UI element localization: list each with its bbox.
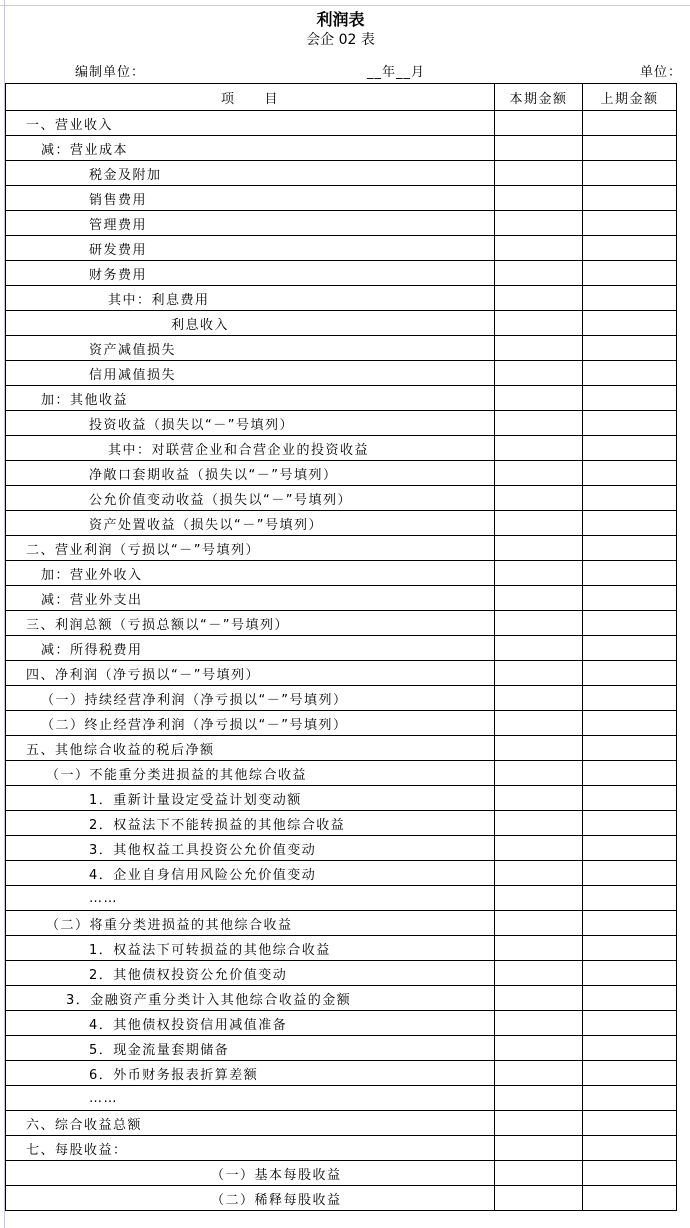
previous-amount-cell[interactable] xyxy=(583,186,677,211)
previous-amount-cell[interactable] xyxy=(583,811,677,836)
previous-amount-cell[interactable] xyxy=(583,661,677,686)
previous-amount-cell[interactable] xyxy=(583,486,677,511)
previous-amount-cell[interactable] xyxy=(583,861,677,886)
current-amount-cell[interactable] xyxy=(495,536,583,561)
table-row xyxy=(6,511,677,536)
table-row xyxy=(6,1036,677,1061)
previous-amount-cell[interactable] xyxy=(583,786,677,811)
table-row xyxy=(6,1111,677,1136)
current-amount-cell[interactable] xyxy=(495,711,583,736)
table-row xyxy=(6,111,677,136)
previous-amount-cell[interactable] xyxy=(583,236,677,261)
row-label[interactable]: 2．权益法下不能转损益的其他综合收益 xyxy=(6,811,495,836)
row-label[interactable]: 4．企业自身信用风险公允价值变动 xyxy=(6,861,495,886)
previous-amount-cell[interactable] xyxy=(583,311,677,336)
table-row xyxy=(6,336,677,361)
row-label[interactable]: （一）基本每股收益 xyxy=(6,1161,495,1186)
previous-amount-cell[interactable] xyxy=(583,1186,677,1211)
table-row xyxy=(6,636,677,661)
row-label[interactable]: 2．其他债权投资公允价值变动 xyxy=(6,961,495,986)
current-amount-cell[interactable] xyxy=(495,211,583,236)
table-row xyxy=(6,161,677,186)
table-row xyxy=(6,436,677,461)
row-label[interactable]: 四、净利润（净亏损以“－”号填列） xyxy=(6,661,495,686)
table-row xyxy=(6,136,677,161)
current-amount-cell[interactable] xyxy=(495,1161,583,1186)
current-amount-cell[interactable] xyxy=(495,611,583,636)
table-row xyxy=(6,586,677,611)
table-row xyxy=(6,761,677,786)
table-row xyxy=(6,661,677,686)
current-amount-cell[interactable] xyxy=(495,1036,583,1061)
current-amount-cell[interactable] xyxy=(495,686,583,711)
row-label[interactable]: 财务费用 xyxy=(6,261,495,286)
previous-amount-cell[interactable] xyxy=(583,411,677,436)
row-label[interactable]: 税金及附加 xyxy=(6,161,495,186)
current-amount-cell[interactable] xyxy=(495,911,583,936)
table-row xyxy=(6,1011,677,1036)
previous-amount-cell[interactable] xyxy=(583,836,677,861)
row-label[interactable]: …… xyxy=(6,886,495,911)
table-row xyxy=(6,561,677,586)
previous-amount-cell[interactable] xyxy=(583,1111,677,1136)
row-label[interactable]: 其中：利息费用 xyxy=(6,286,495,311)
row-label[interactable]: 加：营业外收入 xyxy=(6,561,495,586)
row-label[interactable]: （一）持续经营净利润（净亏损以“－”号填列） xyxy=(6,686,495,711)
current-amount-cell[interactable] xyxy=(495,1111,583,1136)
current-amount-cell[interactable] xyxy=(495,586,583,611)
previous-amount-cell[interactable] xyxy=(583,536,677,561)
previous-amount-cell[interactable] xyxy=(583,561,677,586)
table-row xyxy=(6,1086,677,1111)
current-amount-cell[interactable] xyxy=(495,986,583,1011)
table-row xyxy=(6,961,677,986)
current-amount-cell[interactable] xyxy=(495,436,583,461)
previous-amount-cell[interactable] xyxy=(583,336,677,361)
previous-amount-cell[interactable] xyxy=(583,686,677,711)
current-amount-cell[interactable] xyxy=(495,236,583,261)
table-row xyxy=(6,536,677,561)
table-row xyxy=(6,1186,677,1211)
current-amount-cell[interactable] xyxy=(495,486,583,511)
row-label[interactable]: …… xyxy=(6,1086,495,1111)
preparer-label: 编制单位： xyxy=(75,65,146,80)
previous-amount-cell[interactable] xyxy=(583,736,677,761)
current-amount-cell[interactable] xyxy=(495,186,583,211)
current-amount-cell[interactable] xyxy=(495,286,583,311)
current-amount-cell[interactable] xyxy=(495,511,583,536)
current-amount-cell[interactable] xyxy=(495,786,583,811)
current-amount-cell[interactable] xyxy=(495,336,583,361)
previous-amount-cell[interactable] xyxy=(583,1086,677,1111)
table-row xyxy=(6,786,677,811)
table-row xyxy=(6,861,677,886)
row-label[interactable]: 七、每股收益： xyxy=(6,1136,495,1161)
table-row xyxy=(6,311,677,336)
table-row xyxy=(6,836,677,861)
previous-amount-cell[interactable] xyxy=(583,111,677,136)
table-row xyxy=(6,186,677,211)
table-row xyxy=(6,886,677,911)
row-label[interactable]: 减：营业成本 xyxy=(6,136,495,161)
row-label[interactable]: 三、利润总额（亏损总额以“－”号填列） xyxy=(6,611,495,636)
row-label[interactable]: （二）稀释每股收益 xyxy=(6,1186,495,1211)
table-row xyxy=(6,911,677,936)
row-label[interactable]: 减：所得税费用 xyxy=(6,636,495,661)
row-label[interactable]: 销售费用 xyxy=(6,186,495,211)
previous-amount-cell[interactable] xyxy=(583,286,677,311)
current-amount-cell[interactable] xyxy=(495,1136,583,1161)
row-label[interactable]: 信用减值损失 xyxy=(6,361,495,386)
table-row xyxy=(6,736,677,761)
header-previous: 上期金额 xyxy=(583,84,677,111)
sheet-grid-top xyxy=(0,0,690,6)
table-row xyxy=(6,1136,677,1161)
table-row xyxy=(6,711,677,736)
row-label[interactable]: 6．外币财务报表折算差额 xyxy=(6,1061,495,1086)
table-row xyxy=(6,486,677,511)
row-label[interactable]: 管理费用 xyxy=(6,211,495,236)
current-amount-cell[interactable] xyxy=(495,561,583,586)
row-label[interactable]: 资产处置收益（损失以“－”号填列） xyxy=(6,511,495,536)
previous-amount-cell[interactable] xyxy=(583,761,677,786)
table-row xyxy=(6,611,677,636)
current-amount-cell[interactable] xyxy=(495,836,583,861)
previous-amount-cell[interactable] xyxy=(583,161,677,186)
previous-amount-cell[interactable] xyxy=(583,361,677,386)
previous-amount-cell[interactable] xyxy=(583,936,677,961)
previous-amount-cell[interactable] xyxy=(583,211,677,236)
previous-amount-cell[interactable] xyxy=(583,1011,677,1036)
current-amount-cell[interactable] xyxy=(495,361,583,386)
table-row xyxy=(6,411,677,436)
row-label[interactable]: 加：其他收益 xyxy=(6,386,495,411)
current-amount-cell[interactable] xyxy=(495,936,583,961)
previous-amount-cell[interactable] xyxy=(583,386,677,411)
row-label[interactable]: 利息收入 xyxy=(6,311,495,336)
current-amount-cell[interactable] xyxy=(495,1086,583,1111)
previous-amount-cell[interactable] xyxy=(583,511,677,536)
table-row xyxy=(6,211,677,236)
previous-amount-cell[interactable] xyxy=(583,1136,677,1161)
table-row xyxy=(6,936,677,961)
current-amount-cell[interactable] xyxy=(495,961,583,986)
income-statement-table xyxy=(5,83,677,1211)
table-row xyxy=(6,361,677,386)
row-label[interactable]: 4．其他债权投资信用减值准备 xyxy=(6,1011,495,1036)
previous-amount-cell[interactable] xyxy=(583,436,677,461)
header-current: 本期金额 xyxy=(495,84,583,111)
row-label[interactable]: 投资收益（损失以“－”号填列） xyxy=(6,411,495,436)
row-label[interactable]: 一、营业收入 xyxy=(6,111,495,136)
current-amount-cell[interactable] xyxy=(495,861,583,886)
current-amount-cell[interactable] xyxy=(495,1186,583,1211)
current-amount-cell[interactable] xyxy=(495,311,583,336)
row-label[interactable]: 研发费用 xyxy=(6,236,495,261)
table-row xyxy=(6,461,677,486)
current-amount-cell[interactable] xyxy=(495,411,583,436)
header-item: 项 目 xyxy=(6,84,495,111)
current-amount-cell[interactable] xyxy=(495,1011,583,1036)
current-amount-cell[interactable] xyxy=(495,111,583,136)
current-amount-cell[interactable] xyxy=(495,1061,583,1086)
row-label[interactable]: 资产减值损失 xyxy=(6,336,495,361)
current-amount-cell[interactable] xyxy=(495,886,583,911)
row-label[interactable]: 二、营业利润（亏损以“－”号填列） xyxy=(6,536,495,561)
row-label[interactable]: 1．重新计量设定受益计划变动额 xyxy=(6,786,495,811)
current-amount-cell[interactable] xyxy=(495,811,583,836)
previous-amount-cell[interactable] xyxy=(583,136,677,161)
table-row xyxy=(6,261,677,286)
table-row xyxy=(6,986,677,1011)
current-amount-cell[interactable] xyxy=(495,761,583,786)
row-label[interactable]: 3．其他权益工具投资公允价值变动 xyxy=(6,836,495,861)
current-amount-cell[interactable] xyxy=(495,136,583,161)
row-label[interactable]: 1．权益法下可转损益的其他综合收益 xyxy=(6,936,495,961)
previous-amount-cell[interactable] xyxy=(583,1036,677,1061)
table-row xyxy=(6,686,677,711)
row-label[interactable]: 3．金融资产重分类计入其他综合收益的金额 xyxy=(6,986,495,1011)
row-label[interactable]: 公允价值变动收益（损失以“－”号填列） xyxy=(6,486,495,511)
table-row xyxy=(6,1061,677,1086)
row-label[interactable]: 其中：对联营企业和合营企业的投资收益 xyxy=(6,436,495,461)
previous-amount-cell[interactable] xyxy=(583,961,677,986)
row-label[interactable]: 净敞口套期收益（损失以“－”号填列） xyxy=(6,461,495,486)
table-row xyxy=(6,1161,677,1186)
current-amount-cell[interactable] xyxy=(495,261,583,286)
row-label[interactable]: （二）终止经营净利润（净亏损以“－”号填列） xyxy=(6,711,495,736)
previous-amount-cell[interactable] xyxy=(583,711,677,736)
current-amount-cell[interactable] xyxy=(495,461,583,486)
previous-amount-cell[interactable] xyxy=(583,586,677,611)
current-amount-cell[interactable] xyxy=(495,736,583,761)
current-amount-cell[interactable] xyxy=(495,161,583,186)
previous-amount-cell[interactable] xyxy=(583,911,677,936)
row-label[interactable]: （一）不能重分类进损益的其他综合收益 xyxy=(6,761,495,786)
table-row xyxy=(6,811,677,836)
table-row xyxy=(6,236,677,261)
header-row xyxy=(6,84,677,111)
row-label[interactable]: 五、其他综合收益的税后净额 xyxy=(6,736,495,761)
previous-amount-cell[interactable] xyxy=(583,611,677,636)
unit-label: 单位： xyxy=(640,65,683,80)
previous-amount-cell[interactable] xyxy=(583,1061,677,1086)
current-amount-cell[interactable] xyxy=(495,386,583,411)
previous-amount-cell[interactable] xyxy=(583,1161,677,1186)
current-amount-cell[interactable] xyxy=(495,636,583,661)
previous-amount-cell[interactable] xyxy=(583,261,677,286)
previous-amount-cell[interactable] xyxy=(583,986,677,1011)
period-label: __年__月 xyxy=(367,65,426,80)
previous-amount-cell[interactable] xyxy=(583,886,677,911)
row-label[interactable]: 六、综合收益总额 xyxy=(6,1111,495,1136)
row-label[interactable]: 减：营业外支出 xyxy=(6,586,495,611)
previous-amount-cell[interactable] xyxy=(583,636,677,661)
table-row xyxy=(6,286,677,311)
form-code: 会企 02 表 xyxy=(306,32,375,48)
table-row xyxy=(6,386,677,411)
row-label[interactable]: 5．现金流量套期储备 xyxy=(6,1036,495,1061)
current-amount-cell[interactable] xyxy=(495,661,583,686)
row-label[interactable]: （二）将重分类进损益的其他综合收益 xyxy=(6,911,495,936)
report-title: 利润表 xyxy=(316,10,365,29)
previous-amount-cell[interactable] xyxy=(583,461,677,486)
